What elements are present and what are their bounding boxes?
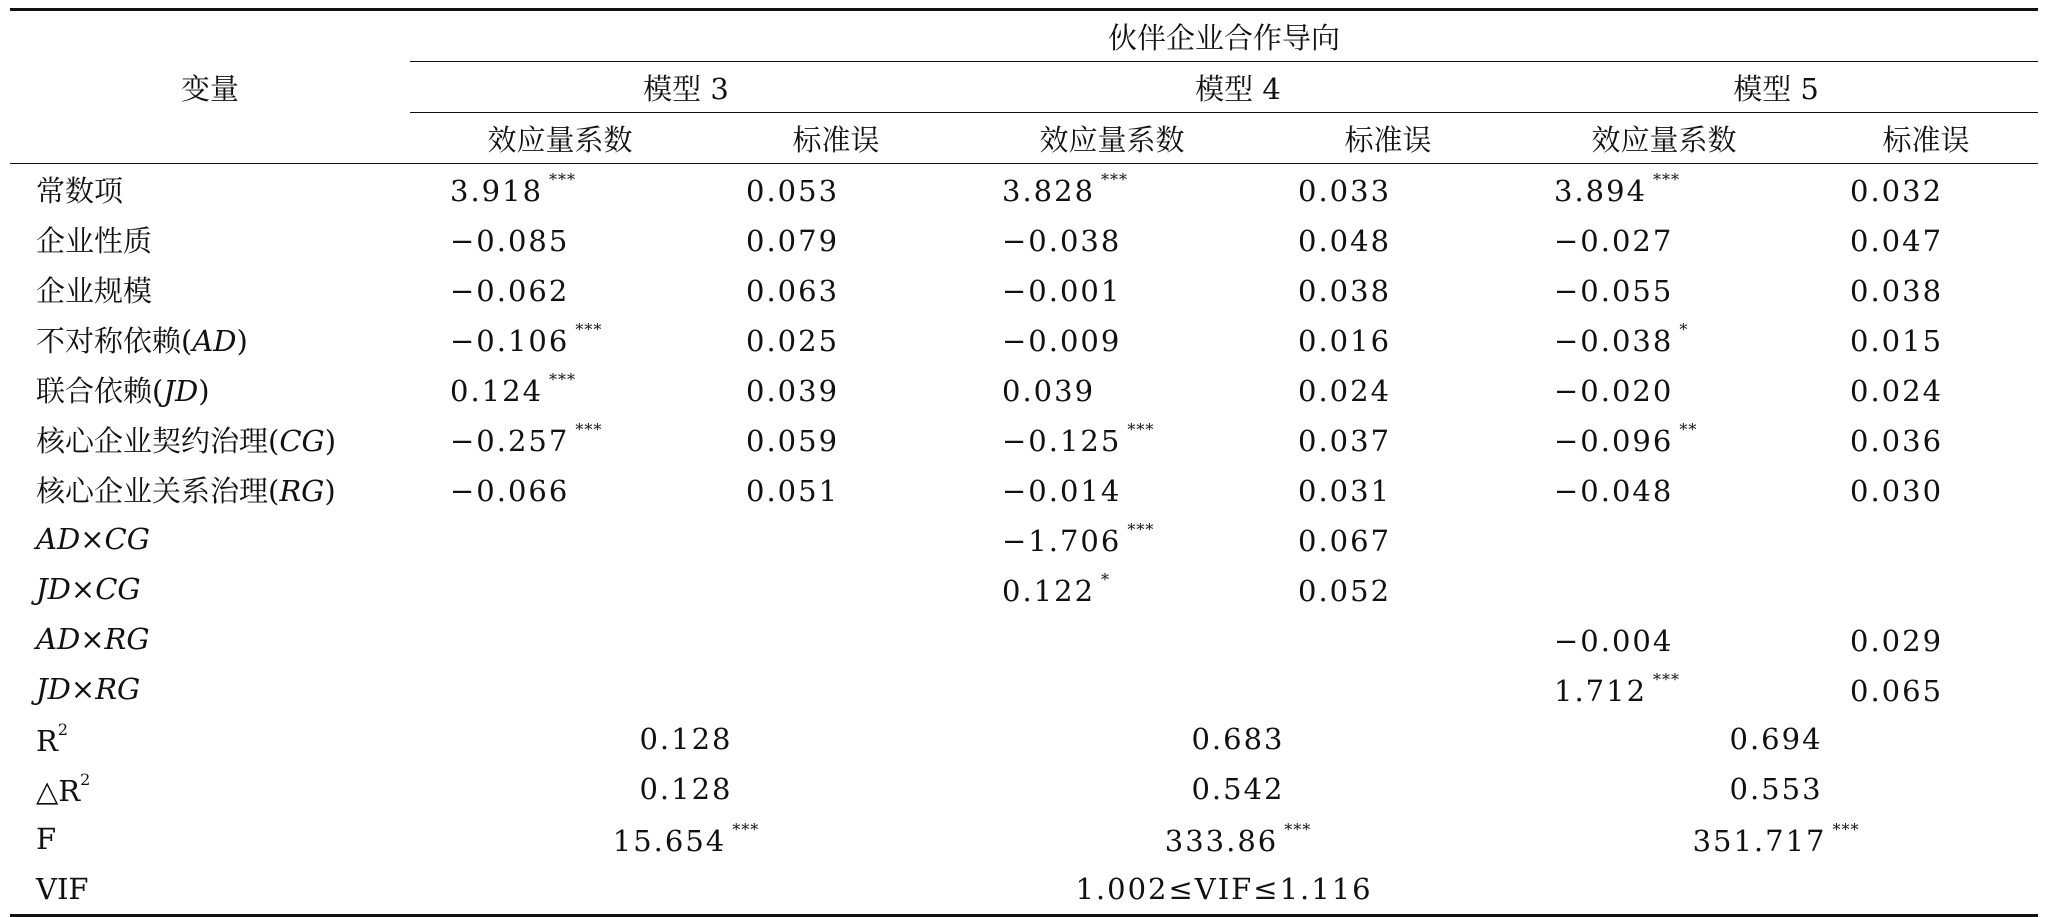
row-label: $\triangle R^2$: [36, 770, 91, 808]
coef-cell: [410, 564, 710, 614]
se-cell: 0.031: [1298, 474, 1392, 508]
table-row: [10, 264, 2038, 314]
table-row: [10, 814, 2038, 864]
se-cell: 0.063: [746, 274, 840, 308]
row-label: 联合依赖(JD): [36, 373, 210, 408]
coef-cell: −0.004: [1554, 624, 1674, 658]
coef-cell: −0.027: [1554, 224, 1674, 258]
table-row: [10, 414, 2038, 464]
coef-cell: [962, 614, 1262, 664]
se-cell: [1814, 564, 2038, 614]
coef-cell: −0.001: [1002, 274, 1122, 308]
coef-cell: 3.828 ***: [1002, 170, 1129, 208]
table-row: [10, 164, 2038, 215]
coef-cell: −0.257 ***: [450, 420, 603, 458]
coef-header: 效应量系数: [410, 113, 710, 164]
coef-cell: −0.106 ***: [450, 320, 603, 358]
coef-cell: −0.055: [1554, 274, 1674, 308]
row-label: 不对称依赖(AD): [36, 323, 248, 358]
table-row: [10, 614, 2038, 664]
coef-cell: 1.712 ***: [1554, 670, 1681, 708]
coef-cell: −0.038 *: [1554, 320, 1689, 358]
se-cell: 0.039: [746, 374, 840, 408]
se-cell: 0.032: [1850, 174, 1944, 208]
f-model-5: 351.717 ***: [1692, 820, 1860, 858]
coef-cell: [410, 514, 710, 564]
coef-cell: −0.125 ***: [1002, 420, 1155, 458]
group-title: 伙伴企业合作导向: [410, 10, 2038, 62]
table-row: [10, 564, 2038, 614]
row-label: 企业规模: [36, 273, 153, 308]
row-label: AD×RG: [36, 622, 150, 656]
se-cell: [1814, 514, 2038, 564]
regression-table: [10, 8, 2038, 917]
table-row: [10, 714, 2038, 764]
r2-model-3: 0.128: [639, 722, 733, 756]
se-cell: 0.036: [1850, 424, 1944, 458]
se-cell: 0.038: [1850, 274, 1944, 308]
row-label: 企业性质: [36, 223, 153, 258]
table-body: [10, 164, 2038, 715]
vif-value: 1.002≤VIF≤1.116: [410, 864, 2038, 916]
se-cell: 0.038: [1298, 274, 1392, 308]
table-row: [10, 864, 2038, 916]
se-cell: 0.051: [746, 474, 840, 508]
se-cell: [710, 614, 962, 664]
table-row: [10, 314, 2038, 364]
dr2-model-3: 0.128: [639, 772, 733, 806]
row-label: 核心企业关系治理(RG): [36, 473, 336, 508]
se-cell: [710, 514, 962, 564]
coef-cell: −1.706 ***: [1002, 520, 1155, 558]
se-cell: 0.065: [1850, 674, 1944, 708]
r2-model-4: 0.683: [1191, 722, 1285, 756]
coef-header: 效应量系数: [962, 113, 1262, 164]
row-label: 核心企业契约治理(CG): [36, 423, 337, 458]
se-cell: [710, 664, 962, 714]
table-row: [10, 664, 2038, 714]
regression-table-container: [10, 8, 2038, 917]
row-label: VIF: [10, 864, 410, 916]
se-header: 标准误: [1262, 113, 1514, 164]
table-row: [10, 214, 2038, 264]
se-cell: 0.024: [1298, 374, 1392, 408]
se-cell: 0.047: [1850, 224, 1944, 258]
se-cell: 0.029: [1850, 624, 1944, 658]
row-label: 常数项: [36, 173, 124, 208]
se-cell: 0.053: [746, 174, 840, 208]
model-3-header: 模型 3: [410, 62, 962, 113]
se-cell: 0.025: [746, 324, 840, 358]
coef-cell: 0.039: [1002, 374, 1096, 408]
coef-cell: [962, 664, 1262, 714]
row-label: AD×CG: [36, 522, 150, 556]
se-cell: 0.033: [1298, 174, 1392, 208]
table-row: [10, 364, 2038, 414]
coef-cell: −0.096 **: [1554, 420, 1698, 458]
f-model-4: 333.86 ***: [1164, 820, 1312, 858]
se-cell: 0.067: [1298, 524, 1392, 558]
se-header: 标准误: [1814, 113, 2038, 164]
coef-cell: 0.122 *: [1002, 570, 1111, 608]
se-cell: 0.024: [1850, 374, 1944, 408]
se-cell: 0.015: [1850, 324, 1944, 358]
se-cell: 0.052: [1298, 574, 1392, 608]
se-cell: 0.079: [746, 224, 840, 258]
f-model-3: 15.654 ***: [612, 820, 760, 858]
row-label: JD×RG: [36, 672, 141, 706]
variable-header: 变量: [10, 10, 410, 164]
se-cell: [1262, 664, 1514, 714]
summary-body: [10, 714, 2038, 916]
coef-cell: −0.085: [450, 224, 570, 258]
se-cell: [1262, 614, 1514, 664]
se-cell: 0.059: [746, 424, 840, 458]
se-cell: 0.048: [1298, 224, 1392, 258]
coef-cell: [410, 614, 710, 664]
coef-cell: −0.009: [1002, 324, 1122, 358]
dr2-model-5: 0.553: [1729, 772, 1823, 806]
coef-cell: [410, 664, 710, 714]
se-header: 标准误: [710, 113, 962, 164]
r2-model-5: 0.694: [1729, 722, 1823, 756]
row-label: $R^2$: [36, 720, 69, 758]
coef-cell: −0.048: [1554, 474, 1674, 508]
coef-cell: −0.014: [1002, 474, 1122, 508]
se-cell: 0.016: [1298, 324, 1392, 358]
coef-header: 效应量系数: [1514, 113, 1814, 164]
row-label: JD×CG: [36, 572, 141, 606]
coef-cell: [1514, 564, 1814, 614]
model-5-header: 模型 5: [1514, 62, 2038, 113]
coef-cell: 3.894 ***: [1554, 170, 1681, 208]
coef-cell: −0.062: [450, 274, 570, 308]
se-cell: 0.037: [1298, 424, 1392, 458]
row-label: F: [36, 822, 57, 856]
se-cell: 0.030: [1850, 474, 1944, 508]
coef-cell: 3.918 ***: [450, 170, 577, 208]
se-cell: [710, 564, 962, 614]
coef-cell: −0.020: [1554, 374, 1674, 408]
table-row: [10, 464, 2038, 514]
coef-cell: 0.124 ***: [450, 370, 577, 408]
model-4-header: 模型 4: [962, 62, 1514, 113]
dr2-model-4: 0.542: [1191, 772, 1285, 806]
coef-cell: [1514, 514, 1814, 564]
coef-cell: −0.066: [450, 474, 570, 508]
table-row: [10, 514, 2038, 564]
coef-cell: −0.038: [1002, 224, 1122, 258]
table-row: [10, 764, 2038, 814]
